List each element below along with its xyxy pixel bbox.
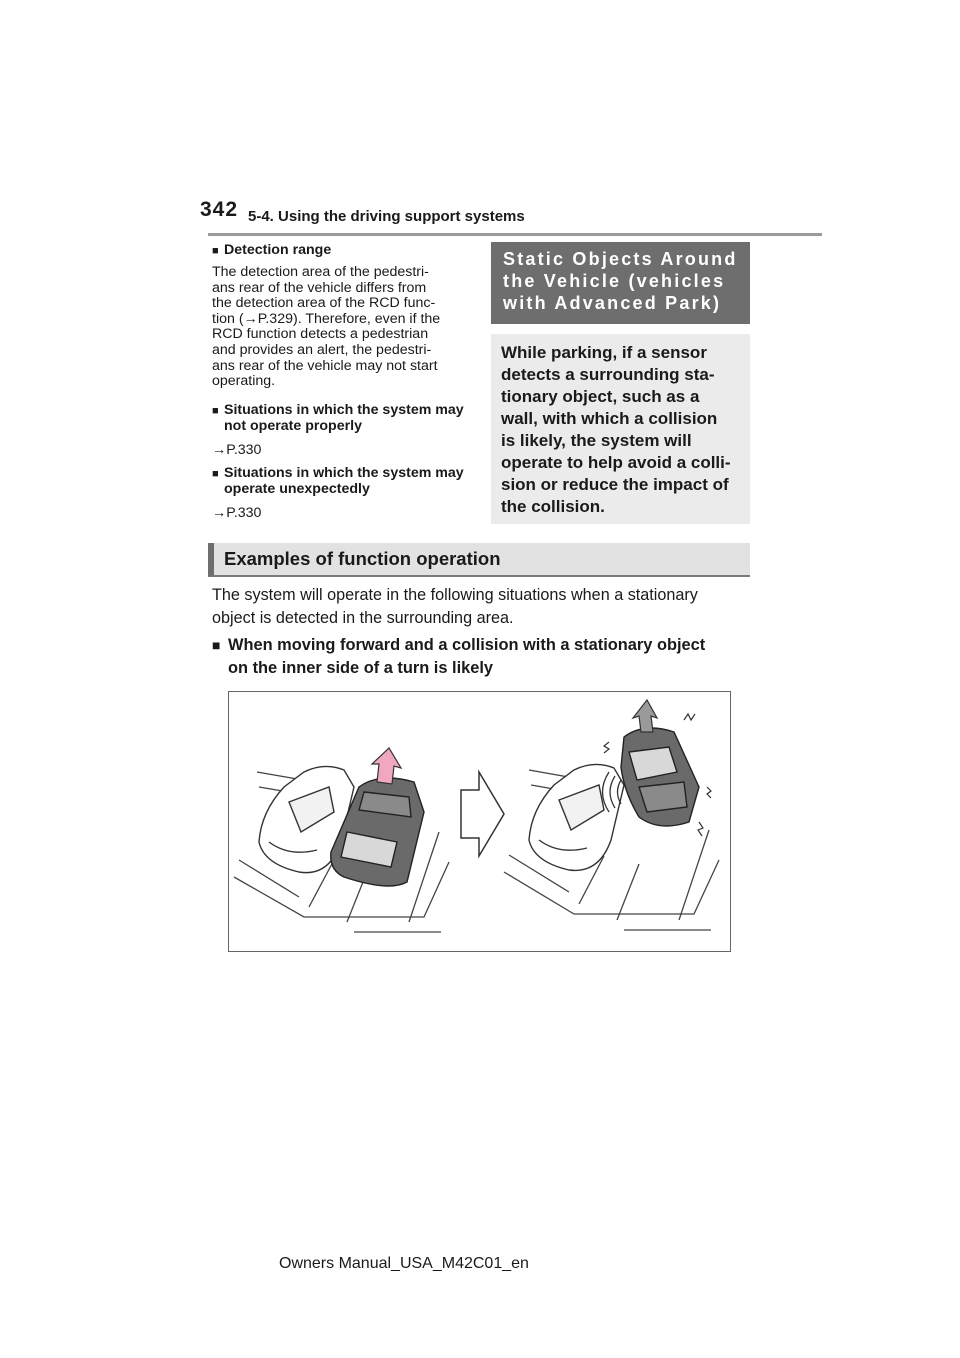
not-properly-heading: ■ Situations in which the system may not operate properly (212, 402, 464, 434)
unexpectedly-ref[interactable]: →P.330 (212, 505, 262, 522)
section-title: 5-4. Using the driving support systems (248, 208, 525, 225)
unexpectedly-block (212, 466, 470, 522)
unexpectedly-heading: ■ Situations in which the system may operate unexpectedly (212, 465, 464, 497)
detection-range-heading: ■ Detection range (212, 242, 332, 258)
case-heading: ■ When moving forward and a collision with a stationary object on the inner side of a turn is likely (212, 634, 757, 680)
parked-car-right-1 (529, 764, 624, 870)
parking-illustration (228, 691, 731, 952)
detection-range-body: The detection area of the pedestri- ans rear of the vehicle differs from the detection area of the RCD func- tion (→P.329). Therefore, even if the RCD function detects a pedestrian and provides an alert, the pedestri- ans rear of the vehicle may not start operating. (212, 264, 441, 390)
examples-intro: The system will operate in the following situations when a stationary object is detected in the surrounding area. (212, 586, 698, 627)
detection-range-block (212, 243, 470, 390)
square-bullet-icon: ■ (212, 245, 219, 257)
header-rule (208, 233, 822, 236)
forward-arrow-icon (633, 700, 657, 732)
page-number: 342 (200, 198, 239, 221)
sidebar-body-box: While parking, if a sensor detects a surrounding sta- tionary object, such as a wall, with which a collision is likely, the system will operate to help avoid a colli- sion or reduce the impact of the collision. (491, 334, 750, 524)
not-properly-ref[interactable]: →P.330 (212, 442, 262, 459)
parking-diagram-svg (229, 692, 730, 951)
square-bullet-icon: ■ (212, 405, 219, 417)
examples-heading: Examples of function operation (208, 543, 750, 577)
footer-manual-id: Owners Manual_USA_M42C01_en (279, 1255, 529, 1272)
square-bullet-icon: ■ (212, 468, 219, 480)
moving-car-right (621, 728, 699, 826)
sidebar-title-box: Static Objects Around the Vehicle (vehicles with Advanced Park) (491, 242, 750, 324)
not-properly-block (212, 403, 470, 459)
transition-arrow-icon (461, 772, 504, 856)
square-bullet-icon: ■ (212, 637, 221, 653)
